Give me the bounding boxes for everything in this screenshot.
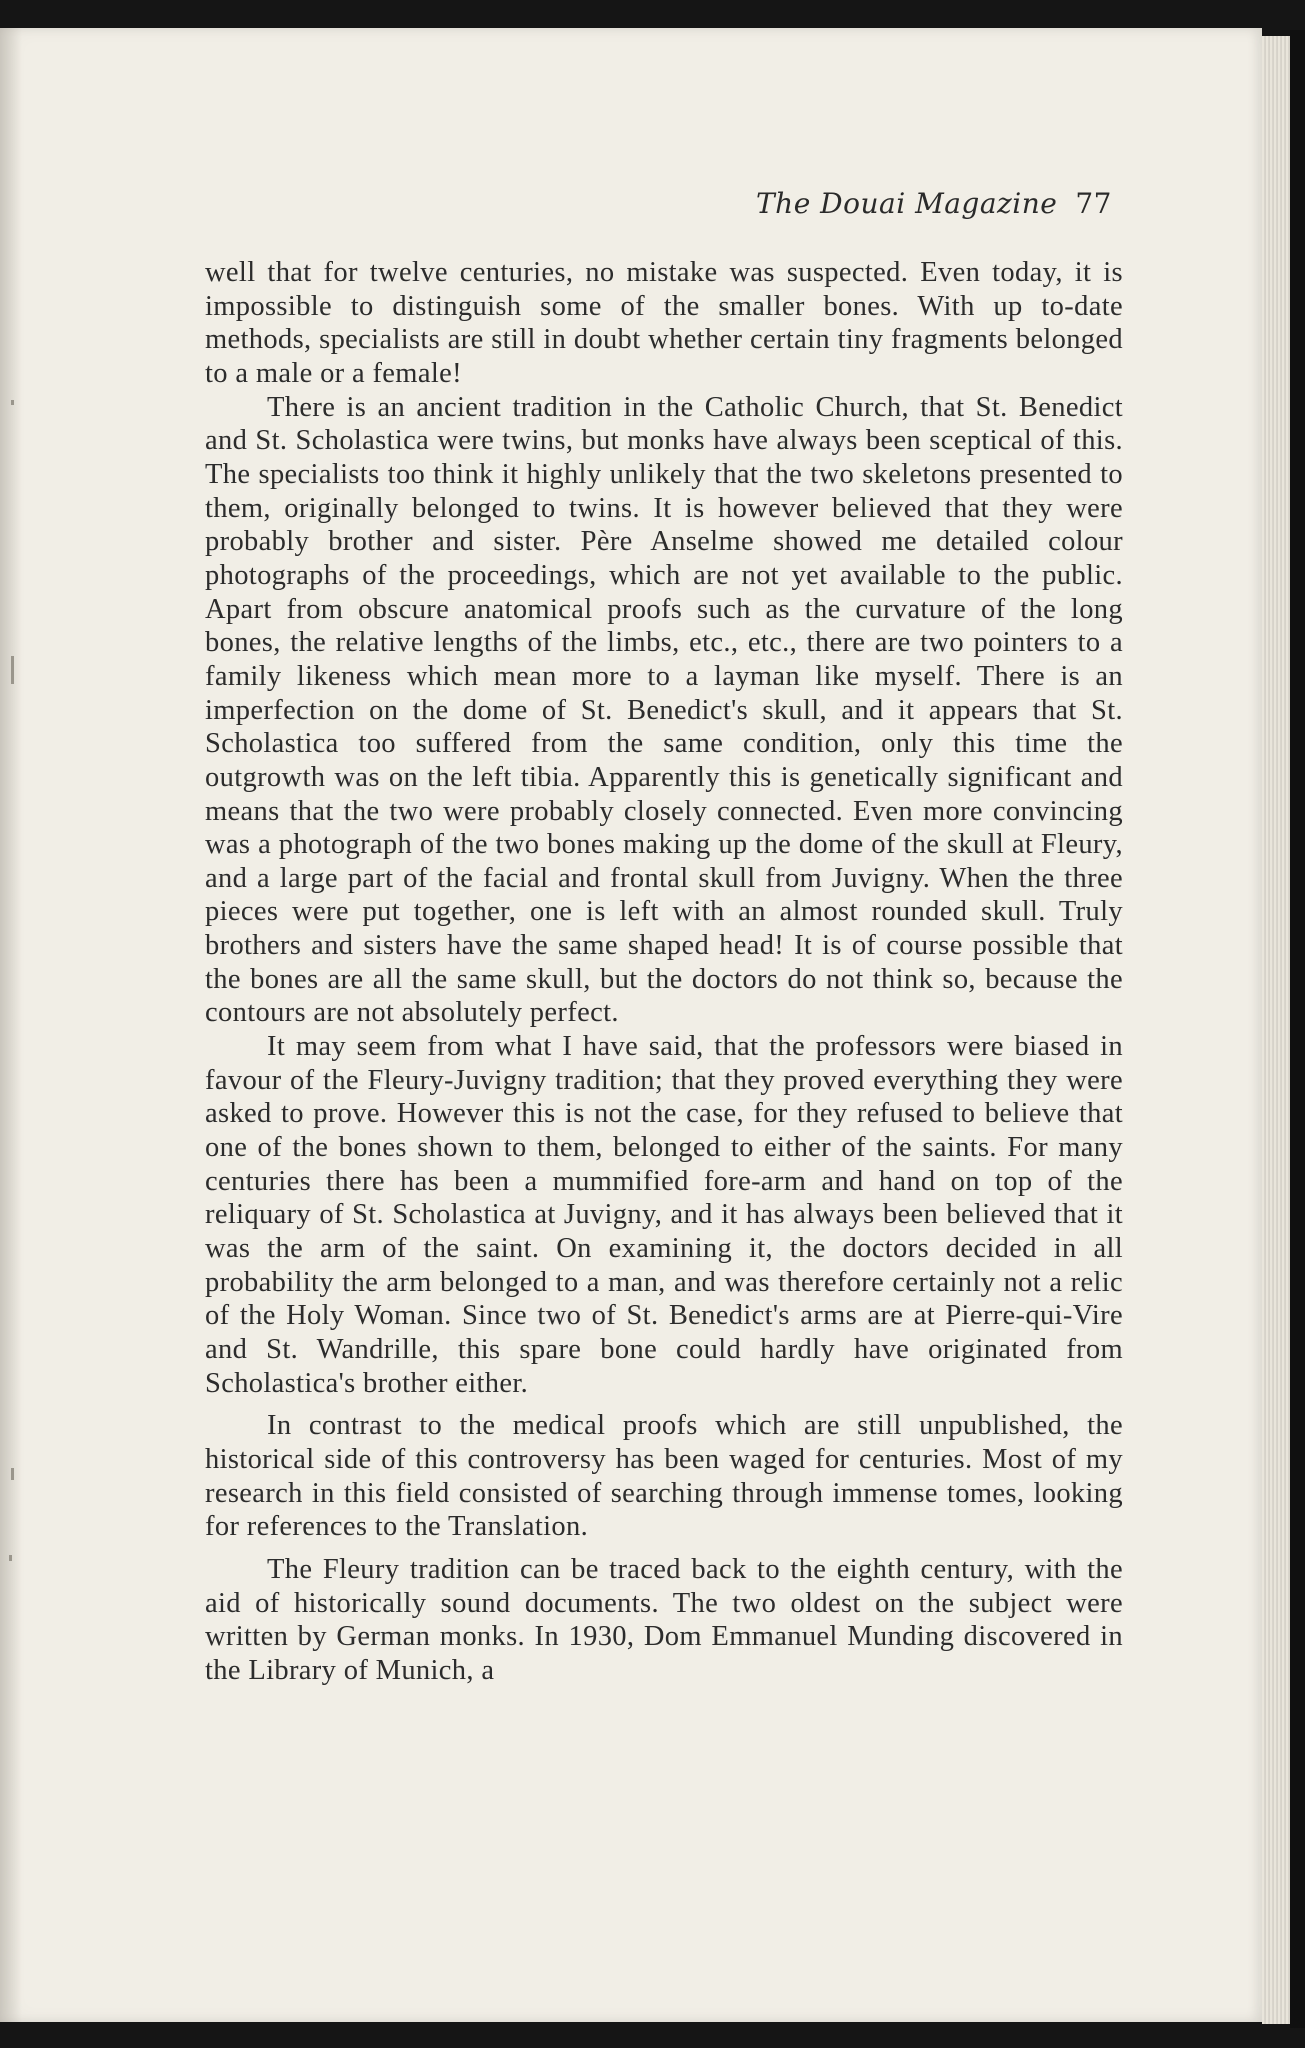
paragraph: well that for twelve centuries, no mistake was suspected. Even today, it is impossible to distinguish some of the smaller bones. With up to-date methods, specialists are still in doubt whether certain tiny fragments belonged to a male or a female!	[205, 257, 1123, 389]
margin-mark	[11, 1468, 14, 1480]
running-header	[200, 187, 1112, 220]
gutter-shadow	[0, 28, 22, 2022]
magazine-title: The Douai Magazine	[756, 187, 1058, 220]
paragraph: In contrast to the medical proofs which are still unpublished, the historical side of this controversy has been waged for centuries. Most of my research in this field consisted of searching through immense tomes, looking for references to the Translation.	[205, 1410, 1123, 1543]
paragraph: It may seem from what I have said, that the professors were biased in favour of the Fleury-Juvigny tradition; that they proved everything they were asked to prove. However this is not the case, for they refused to believe that one of the bones shown to them, belonged to either of the saints. For many centuries there has been a mummified fore-arm and hand on top of the reliquary of St. Scholastica at Juvigny, and it has always been believed that it was the arm of the saint. On examining it, the doctors decided in all probability the arm belonged to a man, and was therefore certainly not a relic of the Holy Woman. Since two of St. Benedict's arms are at Pierre-qui-Vire and St. Wandrille, this spare bone could hardly have originated from Scholastica's brother either.	[205, 1031, 1123, 1399]
margin-mark	[9, 1555, 12, 1561]
paragraph: The Fleury tradition can be traced back to the eighth century, with the aid of historically sound documents. The two oldest on the subject were written by German monks. In 1930, Dom Emmanuel Munding discovered in the Library of Munich, a	[205, 1553, 1123, 1686]
margin-mark	[11, 656, 14, 684]
book-cover-edge	[1290, 30, 1305, 2028]
paragraph: There is an ancient tradition in the Catholic Church, that St. Benedict and St. Scholastica were twins, but monks have always been sceptical of this. The specialists too think it highly unlikely that the two skeletons presented to them, originally belonged to twins. It is however believed that they were probably brother and sister. Père Anselme showed me detailed colour photographs of the proceedings, which are not yet available to the public. Apart from obscure anatomical proofs such as the curvature of the long bones, the relative lengths of the limbs, etc., etc., there are two pointers to a family likeness which mean more to a layman like myself. There is an imperfection on the dome of St. Benedict's skull, and it appears that St. Scholastica too suffered from the same condition, only this time the outgrowth was on the left tibia. Apparently this is genetically significant and means that the two were probably closely connected. Even more convincing was a photograph of the two bones making up the dome of the skull at Fleury, and a large part of the facial and frontal skull from Juvigny. When the three pieces were put together, one is left with an almost rounded skull. Truly brothers and sisters have the same shaped head! It is of course possible that the bones are all the same skull, but the doctors do not think so, because the contours are not absolutely perfect.	[205, 391, 1123, 1029]
margin-mark	[11, 400, 14, 405]
body-text	[205, 256, 1123, 1688]
page-edges	[1262, 36, 1290, 2024]
page-number: 77	[1075, 187, 1112, 220]
